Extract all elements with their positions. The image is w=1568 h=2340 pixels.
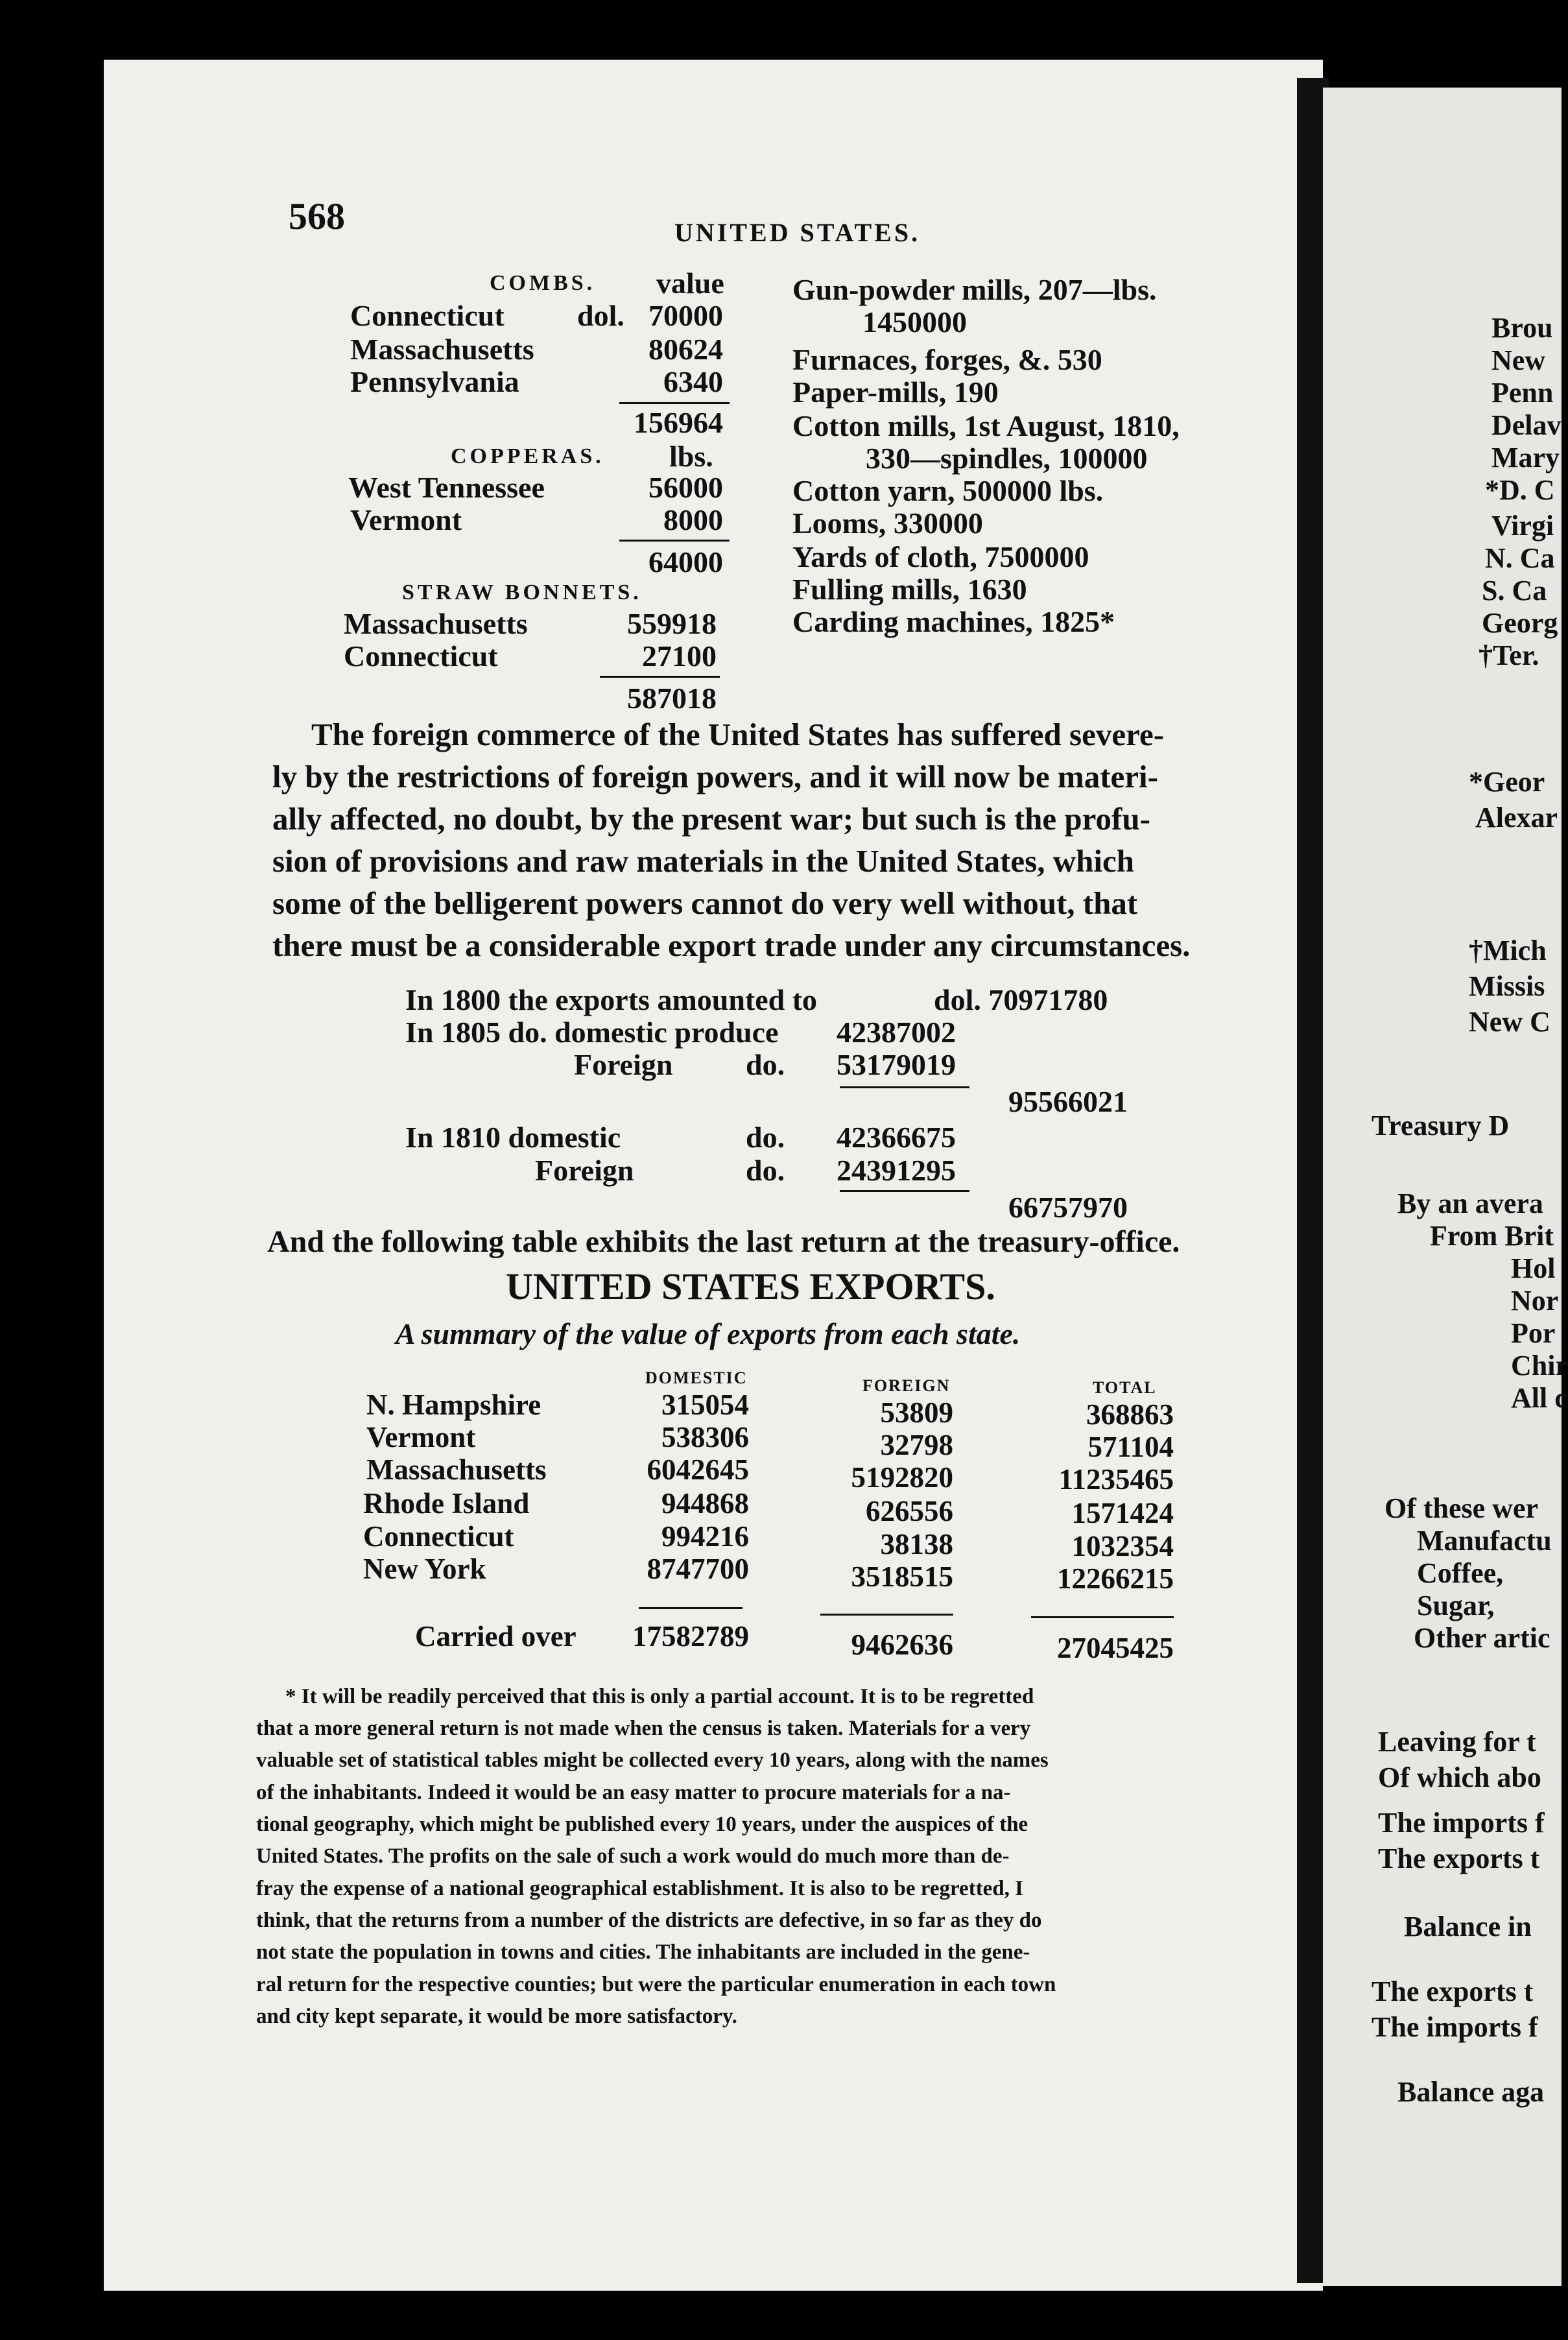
combs-heading: COMBS. — [490, 271, 596, 295]
combs-row-massachusetts: Massachusetts — [350, 333, 534, 366]
footnote-line: that a more general return is not made when the census is taken. Materials for a very — [256, 1717, 1031, 1740]
facing-page-line: New C — [1469, 1006, 1550, 1038]
facing-page-line: Balance in — [1404, 1911, 1532, 1942]
sum-rule — [600, 676, 720, 678]
facing-page-line: †Ter. — [1479, 639, 1539, 671]
copperas-value: 56000 — [648, 471, 723, 504]
exports-1800-value: dol. 70971780 — [934, 983, 1108, 1016]
state-name: Vermont — [366, 1421, 476, 1453]
footnote-line: fray the expense of a national geographical establishment. It is also to be regretted, I — [256, 1877, 1024, 1900]
total-value: 1032354 — [1071, 1530, 1174, 1562]
exports-1810-label: In 1810 domestic — [405, 1121, 621, 1154]
footnote-line: tional geography, which might be published every 10 years, under the auspices of the — [256, 1813, 1028, 1836]
facing-page-line: The imports f — [1378, 1807, 1545, 1839]
exports-1805-total: 95566021 — [1008, 1085, 1128, 1118]
facing-page-line: Brou — [1491, 312, 1553, 344]
exports-1805-label: In 1805 do. domestic produce — [405, 1016, 779, 1049]
carried-rule — [820, 1614, 953, 1616]
facing-page-line: Missis — [1469, 970, 1545, 1002]
foreign-value: 3518515 — [851, 1560, 953, 1593]
facing-page-line: Penn — [1491, 377, 1554, 409]
facing-page-line: Chir — [1511, 1350, 1568, 1381]
exports-1810-foreign-value: 24391295 — [837, 1154, 956, 1187]
facing-page-line: S. Ca — [1482, 575, 1547, 606]
combs-row-connecticut: Connecticut — [350, 299, 505, 332]
footnote-line: not state the population in towns and cities. The inhabitants are included in the gene- — [256, 1940, 1030, 1964]
facing-page-line: Other artic — [1414, 1622, 1550, 1654]
total-value: 12266215 — [1057, 1562, 1174, 1595]
facing-page-line: Of these wer — [1384, 1492, 1539, 1524]
facing-page-line: Mary — [1491, 442, 1560, 473]
ditto: do. — [746, 1048, 785, 1081]
domestic-value: 538306 — [661, 1421, 749, 1453]
exports-1810-foreign-label: Foreign — [535, 1154, 634, 1187]
copperas-total: 64000 — [648, 545, 723, 579]
copperas-row-west-tennessee: West Tennessee — [348, 471, 545, 504]
exports-1810-domestic-value: 42366675 — [837, 1121, 956, 1154]
combs-unit: value — [656, 267, 724, 300]
exports-1805-foreign-label: Foreign — [574, 1048, 673, 1081]
list-item: Fulling mills, 1630 — [792, 573, 1027, 606]
ditto: do. — [746, 1154, 785, 1187]
copperas-row-vermont: Vermont — [350, 503, 462, 536]
list-item: Carding machines, 1825* — [792, 605, 1115, 638]
facing-page-line: The imports f — [1372, 2011, 1538, 2043]
list-item: Paper-mills, 190 — [792, 376, 999, 409]
total-value: 571104 — [1087, 1431, 1174, 1463]
paragraph-line: sion of provisions and raw materials in the United States, which — [272, 843, 1135, 879]
ditto: do. — [746, 1121, 785, 1154]
state-name: Rhode Island — [363, 1487, 530, 1520]
list-item: 330—spindles, 100000 — [866, 442, 1148, 475]
state-name: N. Hampshire — [366, 1389, 541, 1421]
facing-page-line: The exports t — [1372, 1976, 1534, 2007]
facing-page-line: Virgi — [1491, 510, 1554, 542]
paragraph-line: ally affected, no doubt, by the present war; but such is the profu- — [272, 801, 1150, 837]
column-header-domestic: DOMESTIC — [645, 1368, 748, 1387]
exports-1800-label: In 1800 the exports amounted to — [405, 983, 818, 1016]
straw-row-massachusetts: Massachusetts — [344, 607, 528, 640]
footnote-line: think, that the returns from a number of the districts are defective, in so far as they do — [256, 1909, 1042, 1932]
exports-1805-foreign-value: 53179019 — [837, 1048, 956, 1081]
facing-page-line: Leaving for t — [1378, 1726, 1536, 1758]
sum-rule — [840, 1190, 969, 1192]
combs-value: 70000 — [648, 299, 723, 332]
exports-1810-total: 66757970 — [1008, 1191, 1128, 1224]
combs-value: 6340 — [663, 365, 723, 398]
foreign-value: 53809 — [880, 1396, 953, 1429]
sum-rule — [619, 540, 730, 542]
state-name: Massachusetts — [366, 1453, 547, 1486]
facing-page-line: All c — [1511, 1382, 1567, 1414]
carried-total: 27045425 — [1057, 1632, 1174, 1664]
sum-rule — [840, 1086, 969, 1088]
carried-domestic: 17582789 — [632, 1620, 749, 1653]
facing-page-line: Manufactu — [1417, 1525, 1552, 1557]
facing-page-line: New — [1491, 344, 1546, 376]
facing-page-line: The exports t — [1378, 1843, 1540, 1874]
domestic-value: 944868 — [661, 1487, 749, 1520]
carried-foreign: 9462636 — [851, 1629, 953, 1661]
domestic-value: 8747700 — [647, 1553, 749, 1585]
total-value: 11235465 — [1058, 1463, 1174, 1496]
list-item: 1450000 — [862, 305, 967, 339]
combs-value: 80624 — [648, 333, 723, 366]
straw-value: 27100 — [642, 639, 717, 673]
carried-rule — [639, 1607, 742, 1609]
facing-page-line: Coffee, — [1417, 1557, 1504, 1589]
list-item: Yards of cloth, 7500000 — [792, 540, 1089, 573]
facing-page-line: Por — [1511, 1317, 1556, 1349]
domestic-value: 994216 — [661, 1520, 749, 1553]
running-title: UNITED STATES. — [674, 218, 921, 247]
domestic-value: 6042645 — [647, 1453, 749, 1486]
carried-rule — [1031, 1616, 1174, 1618]
carried-over-label: Carried over — [415, 1620, 576, 1653]
straw-bonnets-heading: STRAW BONNETS. — [402, 580, 642, 604]
list-item: Looms, 330000 — [792, 507, 983, 540]
facing-page-line: Nor — [1511, 1285, 1559, 1317]
list-item: Furnaces, forges, &. 530 — [792, 343, 1102, 376]
table-title: UNITED STATES EXPORTS. — [506, 1265, 995, 1307]
footnote-line: * It will be readily perceived that this is only a partial account. It is to be regretted — [285, 1685, 1034, 1708]
facing-page-line: *Geor — [1469, 766, 1545, 798]
foreign-value: 32798 — [880, 1429, 953, 1461]
footnote-line: ral return for the respective counties; but were the particular enumeration in each town — [256, 1973, 1056, 1996]
facing-page-line: Sugar, — [1417, 1590, 1495, 1621]
facing-page-line: Georg — [1482, 607, 1558, 639]
facing-page-line: Alexar — [1475, 802, 1558, 833]
footnote-line: United States. The profits on the sale of such a work would do much more than de- — [256, 1845, 1010, 1868]
footnote-line: and city kept separate, it would be more satisfactory. — [256, 2005, 737, 2028]
combs-row-pennsylvania: Pennsylvania — [350, 365, 519, 398]
foreign-value: 626556 — [866, 1495, 953, 1527]
facing-page-line: Of which abo — [1378, 1761, 1541, 1793]
copperas-heading: COPPERAS. — [451, 444, 604, 468]
facing-page-line: †Mich — [1469, 935, 1547, 966]
footnote-line: valuable set of statistical tables might be collected every 10 years, along with the names — [256, 1749, 1049, 1772]
straw-value: 559918 — [627, 607, 717, 640]
paragraph-line: ly by the restrictions of foreign powers, and it will now be materi- — [272, 759, 1158, 794]
footnote-line: of the inhabitants. Indeed it would be an easy matter to procure materials for a na- — [256, 1781, 1011, 1804]
domestic-value: 315054 — [661, 1389, 749, 1421]
facing-page-line: From Brit — [1430, 1220, 1554, 1252]
state-name: New York — [363, 1553, 486, 1585]
list-item: Cotton yarn, 500000 lbs. — [792, 474, 1104, 507]
paragraph-line: The foreign commerce of the United States has suffered severe- — [311, 717, 1165, 752]
facing-page-line: Delav — [1491, 409, 1562, 441]
facing-page-line: By an avera — [1397, 1188, 1543, 1219]
facing-page-line: N. Ca — [1485, 542, 1555, 574]
total-value: 1571424 — [1071, 1497, 1174, 1529]
facing-page-line: Hol — [1511, 1252, 1556, 1284]
facing-page-line: *D. C — [1485, 474, 1555, 506]
straw-total: 587018 — [627, 682, 717, 715]
state-name: Connecticut — [363, 1520, 514, 1553]
foreign-value: 5192820 — [851, 1461, 953, 1494]
copperas-unit: lbs. — [669, 440, 713, 473]
paragraph-line: some of the belligerent powers cannot do very well without, that — [272, 885, 1138, 921]
total-value: 368863 — [1086, 1398, 1174, 1431]
table-subtitle: A summary of the value of exports from each state. — [396, 1317, 1021, 1350]
foreign-value: 38138 — [880, 1528, 953, 1560]
copperas-value: 8000 — [663, 503, 723, 536]
sum-rule — [619, 402, 730, 404]
column-header-foreign: FOREIGN — [862, 1376, 951, 1395]
combs-total: 156964 — [634, 406, 723, 439]
facing-page-line: Treasury D — [1372, 1110, 1510, 1141]
facing-page-line: Balance aga — [1397, 2076, 1545, 2108]
combs-prefix: dol. — [577, 299, 624, 332]
straw-row-connecticut: Connecticut — [344, 639, 498, 673]
page-number: 568 — [289, 195, 345, 237]
list-item: Gun-powder mills, 207—lbs. — [792, 273, 1157, 306]
column-header-total: TOTAL — [1093, 1378, 1157, 1397]
exports-1805-value: 42387002 — [837, 1016, 956, 1049]
table-intro: And the following table exhibits the last return at the treasury-office. — [267, 1224, 1180, 1259]
paragraph-line: there must be a considerable export trade under any circumstances. — [272, 927, 1191, 963]
list-item: Cotton mills, 1st August, 1810, — [792, 409, 1180, 442]
